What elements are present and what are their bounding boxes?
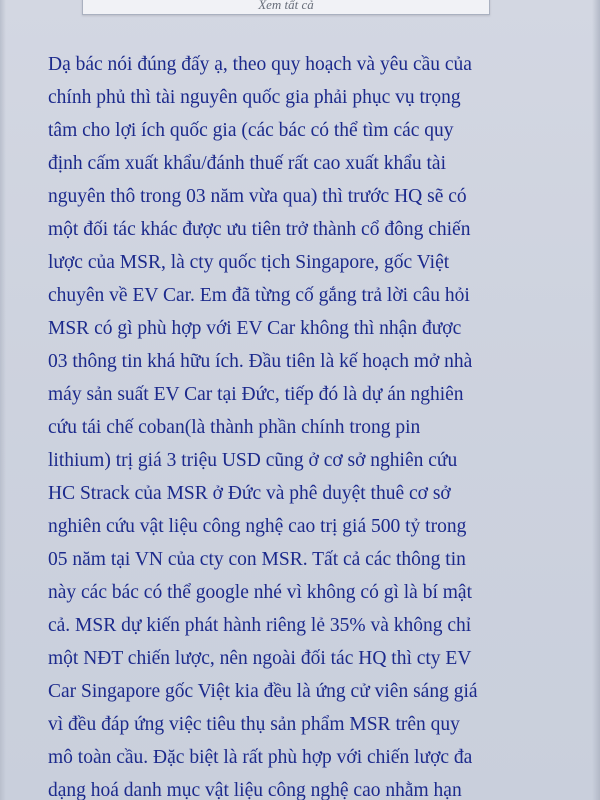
- post-text-line: một đối tác khác được ưu tiên trở thành cổ đông chiến: [48, 219, 471, 240]
- post-text-line: chuyên về EV Car. Em đã từng cố gắng trả lời câu hỏi: [48, 285, 470, 306]
- post-text-line: 03 thông tin khá hữu ích. Đầu tiên là kế hoạch mở nhà: [48, 351, 473, 372]
- page-right-edge: [592, 0, 600, 800]
- post-text-line: 05 năm tại VN của cty con MSR. Tất cả các thông tin: [48, 549, 466, 570]
- page-left-edge: [0, 0, 6, 800]
- post-text-line: chính phủ thì tài nguyên quốc gia phải phục vụ trọng: [48, 87, 461, 108]
- post-text-line: tâm cho lợi ích quốc gia (các bác có thể tìm các quy: [48, 120, 454, 141]
- post-text-line: lược của MSR, là cty quốc tịch Singapore, gốc Việt: [48, 252, 450, 273]
- post-text-line: cả. MSR dự kiến phát hành riêng lẻ 35% và không chỉ: [48, 615, 472, 636]
- post-text-line: nghiên cứu vật liệu công nghệ cao trị giá 500 tỷ trong: [48, 516, 467, 537]
- post-message-body: [48, 48, 568, 800]
- post-text-line: vì đều đáp ứng việc tiêu thụ sản phẩm MSR trên quy: [48, 714, 460, 735]
- post-text-line: định cấm xuất khẩu/đánh thuế rất cao xuất khẩu tài: [48, 153, 446, 174]
- post-text-line: MSR có gì phù hợp với EV Car không thì nhận được: [48, 318, 462, 339]
- post-text-line: máy sản suất EV Car tại Đức, tiếp đó là dự án nghiên: [48, 384, 464, 405]
- post-text-line: cứu tái chế coban(là thành phần chính trong pin: [48, 417, 421, 438]
- quoted-post-box: [82, 0, 490, 15]
- post-text-line: nguyên thô trong 03 năm vừa qua) thì trước HQ sẽ có: [48, 186, 467, 207]
- post-text-line: lithium) trị giá 3 triệu USD cũng ở cơ sở nghiên cứu: [48, 450, 458, 471]
- post-text-line: này các bác có thể google nhé vì không có gì là bí mật: [48, 582, 472, 603]
- post-text-line: một NĐT chiến lược, nên ngoài đối tác HQ thì cty EV: [48, 648, 472, 669]
- post-text-line: Car Singapore gốc Việt kia đều là ứng cử viên sáng giá: [48, 681, 478, 702]
- post-text-line: Dạ bác nói đúng đấy ạ, theo quy hoạch và yêu cầu của: [48, 54, 472, 75]
- post-text-line: mô toàn cầu. Đặc biệt là rất phù hợp với chiến lược đa: [48, 747, 473, 768]
- post-text-line: dạng hoá danh mục vật liệu công nghệ cao nhằm hạn: [48, 780, 462, 800]
- expand-quote-link[interactable]: Xem tất cả: [258, 0, 314, 12]
- post-text-line: HC Strack của MSR ở Đức và phê duyệt thuê cơ sở: [48, 483, 451, 504]
